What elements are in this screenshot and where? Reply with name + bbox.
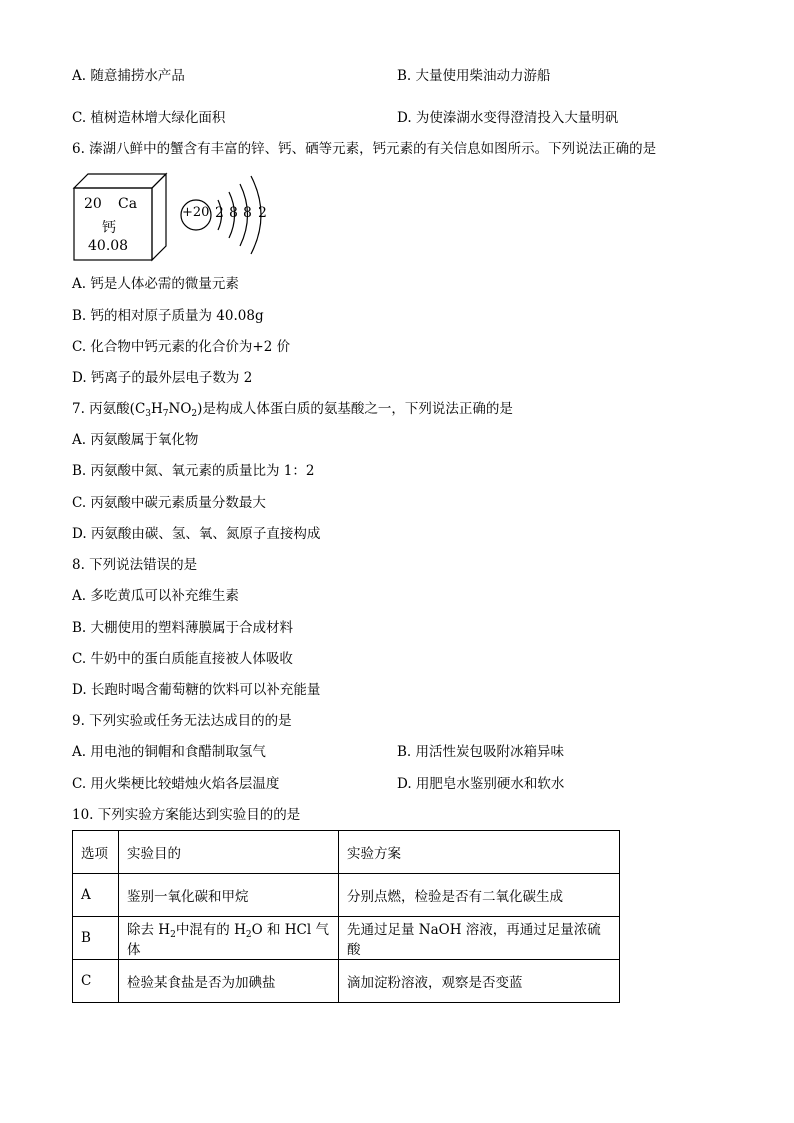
q8-option-c: C. 牛奶中的蛋白质能直接被人体吸收: [72, 651, 293, 667]
q5-option-b: B. 大量使用柴油动力游船: [397, 68, 551, 84]
q7-sub-h: 7: [162, 409, 169, 419]
table-row: [73, 960, 620, 1003]
row-plan: 先通过足量 NaOH 溶液，再通过足量浓硫酸: [339, 917, 620, 960]
q7-formula-h: H: [151, 401, 163, 417]
purpose-sub: 2: [245, 930, 252, 940]
q9-option-d: D. 用肥皂水鉴别硬水和软水: [397, 776, 565, 792]
atomic-mass: 40.08: [88, 238, 129, 254]
q5-option-a: A. 随意捕捞水产品: [72, 68, 185, 84]
q5-option-c: C. 植树造林增大绿化面积: [72, 110, 226, 126]
shell-2-electrons: 8: [229, 205, 238, 221]
table-header-row: [73, 831, 620, 874]
row-plan: 滴加淀粉溶液，观察是否变蓝: [339, 960, 620, 1003]
q7-stem-prefix: 7. 丙氨酸(C: [72, 401, 146, 417]
q9-stem: 9. 下列实验或任务无法达成目的的是: [72, 713, 292, 729]
row-purpose: [119, 917, 339, 960]
q7-stem: [72, 400, 513, 418]
nucleus-charge: +20: [182, 205, 210, 220]
header-plan: 实验方案: [339, 831, 620, 874]
q6-option-a: A. 钙是人体必需的微量元素: [72, 276, 239, 292]
q9-option-b: B. 用活性炭包吸附冰箱异味: [397, 744, 565, 760]
purpose-part: 除去 H: [127, 922, 171, 938]
row-option: C: [73, 960, 119, 1003]
purpose-part: O 和 HCl 气体: [127, 922, 329, 958]
q8-stem: 8. 下列说法错误的是: [72, 557, 198, 573]
q6-option-d: D. 钙离子的最外层电子数为 2: [72, 370, 253, 386]
q9-option-a: A. 用电池的铜帽和食醋制取氢气: [72, 744, 266, 760]
row-plan: 分别点燃，检验是否有二氧化碳生成: [339, 874, 620, 917]
shell-3-electrons: 8: [243, 205, 252, 221]
row-purpose: 鉴别一氧化碳和甲烷: [119, 874, 339, 917]
q7-option-d: D. 丙氨酸由碳、氢、氧、氮原子直接构成: [72, 526, 321, 542]
q10-stem: 10. 下列实验方案能达到实验目的的是: [72, 807, 301, 823]
table-row: [73, 874, 620, 917]
q7-option-c: C. 丙氨酸中碳元素质量分数最大: [72, 495, 266, 511]
table-row: [73, 917, 620, 960]
shell-4-electrons: 2: [258, 205, 267, 221]
q7-formula-no: NO: [168, 401, 192, 417]
element-card-calcium: [72, 172, 172, 262]
q7-sub-o: 2: [191, 409, 198, 419]
q8-option-a: A. 多吃黄瓜可以补充维生素: [72, 588, 239, 604]
q10-experiment-table: [72, 830, 620, 1003]
row-option: A: [73, 874, 119, 917]
purpose-sub: 2: [170, 930, 176, 940]
element-name: 钙: [102, 220, 116, 236]
element-symbol: Ca: [118, 196, 138, 212]
q6-option-c: C. 化合物中钙元素的化合价为+2 价: [72, 339, 291, 355]
q7-stem-suffix: )是构成人体蛋白质的氨基酸之一，下列说法正确的是: [197, 401, 513, 417]
q8-option-b: B. 大棚使用的塑料薄膜属于合成材料: [72, 620, 294, 636]
row-purpose: 检验某食盐是否为加碘盐: [119, 960, 339, 1003]
q6-stem: 6. 溱湖八鲜中的蟹含有丰富的锌、钙、硒等元素，钙元素的有关信息如图所示。下列说法正确的是: [72, 141, 657, 157]
q8-option-d: D. 长跑时喝含葡萄糖的饮料可以补充能量: [72, 682, 321, 698]
q7-option-a: A. 丙氨酸属于氧化物: [72, 432, 199, 448]
purpose-part: 中混有的 H: [175, 922, 246, 938]
q6-option-b: B. 钙的相对原子质量为 40.08g: [72, 308, 264, 324]
q9-option-c: C. 用火柴梗比较蜡烛火焰各层温度: [72, 776, 280, 792]
atomic-number: 20: [84, 196, 102, 212]
shell-1-electrons: 2: [215, 205, 224, 221]
q5-option-d: D. 为使溱湖水变得澄清投入大量明矾: [397, 110, 619, 126]
header-option: 选项: [73, 831, 119, 874]
row-option: B: [73, 917, 119, 960]
q7-sub-c: 3: [145, 409, 152, 419]
q7-option-b: B. 丙氨酸中氮、氧元素的质量比为 1：2: [72, 463, 315, 479]
calcium-atom-structure-diagram: [178, 170, 278, 260]
header-purpose: 实验目的: [119, 831, 339, 874]
